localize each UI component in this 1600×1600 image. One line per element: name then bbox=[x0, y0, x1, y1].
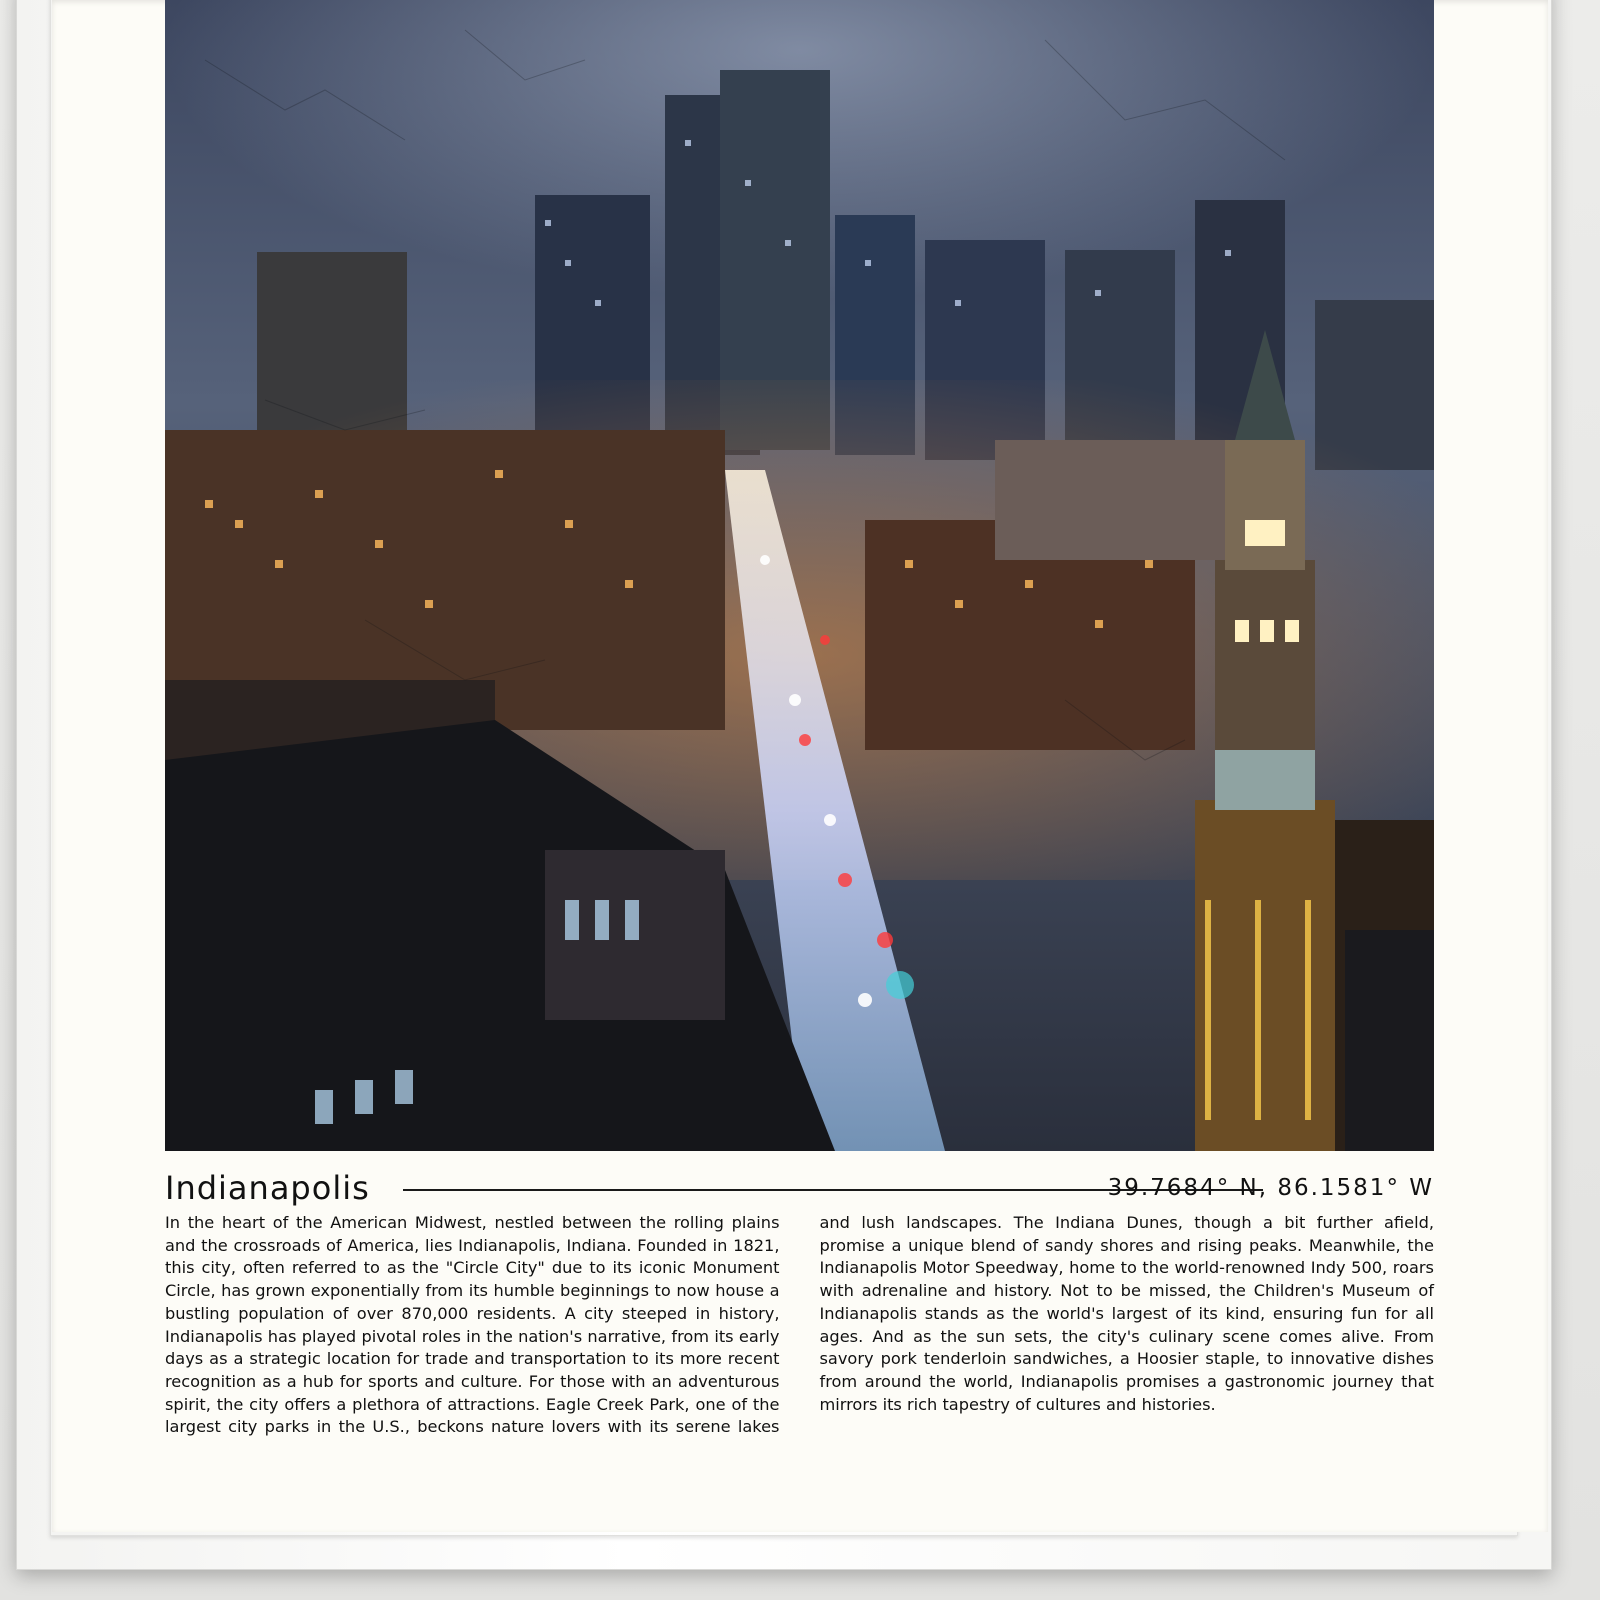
description-paragraph: In the heart of the American Midwest, nestled between the rolling plains and the crossroads of America, lies Indianapolis, Indiana. Founded in 1821, this city, often referred to as the "Circle City" due to its iconic Monument Circle, has grown exponentially from its humble beginnings to now house a bustling population of over 870,000 residents. A city steeped in history, Indianapolis has played pivotal roles in the nation's narrative, from its early days as a strategic location for trade and transportation to its more recent recognition as a hub for sports and culture. For those with an adventurous spirit, the city offers a plethora of attractions. Eagle Creek Park, one of the largest city parks in the U.S., beckons nature lovers with its serene lakes and lush landscapes. The Indiana Dunes, though a bit further afield, promise a unique blend of sandy shores and rising peaks. Meanwhile, the Indianapolis Motor Speedway, home to the world-renowned Indy 500, roars with adrenaline and history. Not to be missed, the Children's Museum of Indianapolis stands as the world's largest of its kind, ensuring fun for all ages. And as the sun sets, the city's culinary scene comes alive. From savory pork tenderloin sandwiches, a Hoosier staple, to innovative dishes from around the world, Indianapolis promises a gastronomic journey that mirrors its rich tapestry of cultures and histories. bbox=[165, 1213, 1434, 1437]
city-title: Indianapolis bbox=[165, 1169, 370, 1207]
poster-caption bbox=[165, 1168, 1434, 1208]
description-text bbox=[165, 1212, 1434, 1440]
coordinates: 39.7684° N, 86.1581° W bbox=[1107, 1175, 1434, 1201]
city-night-photo bbox=[165, 0, 1434, 1151]
